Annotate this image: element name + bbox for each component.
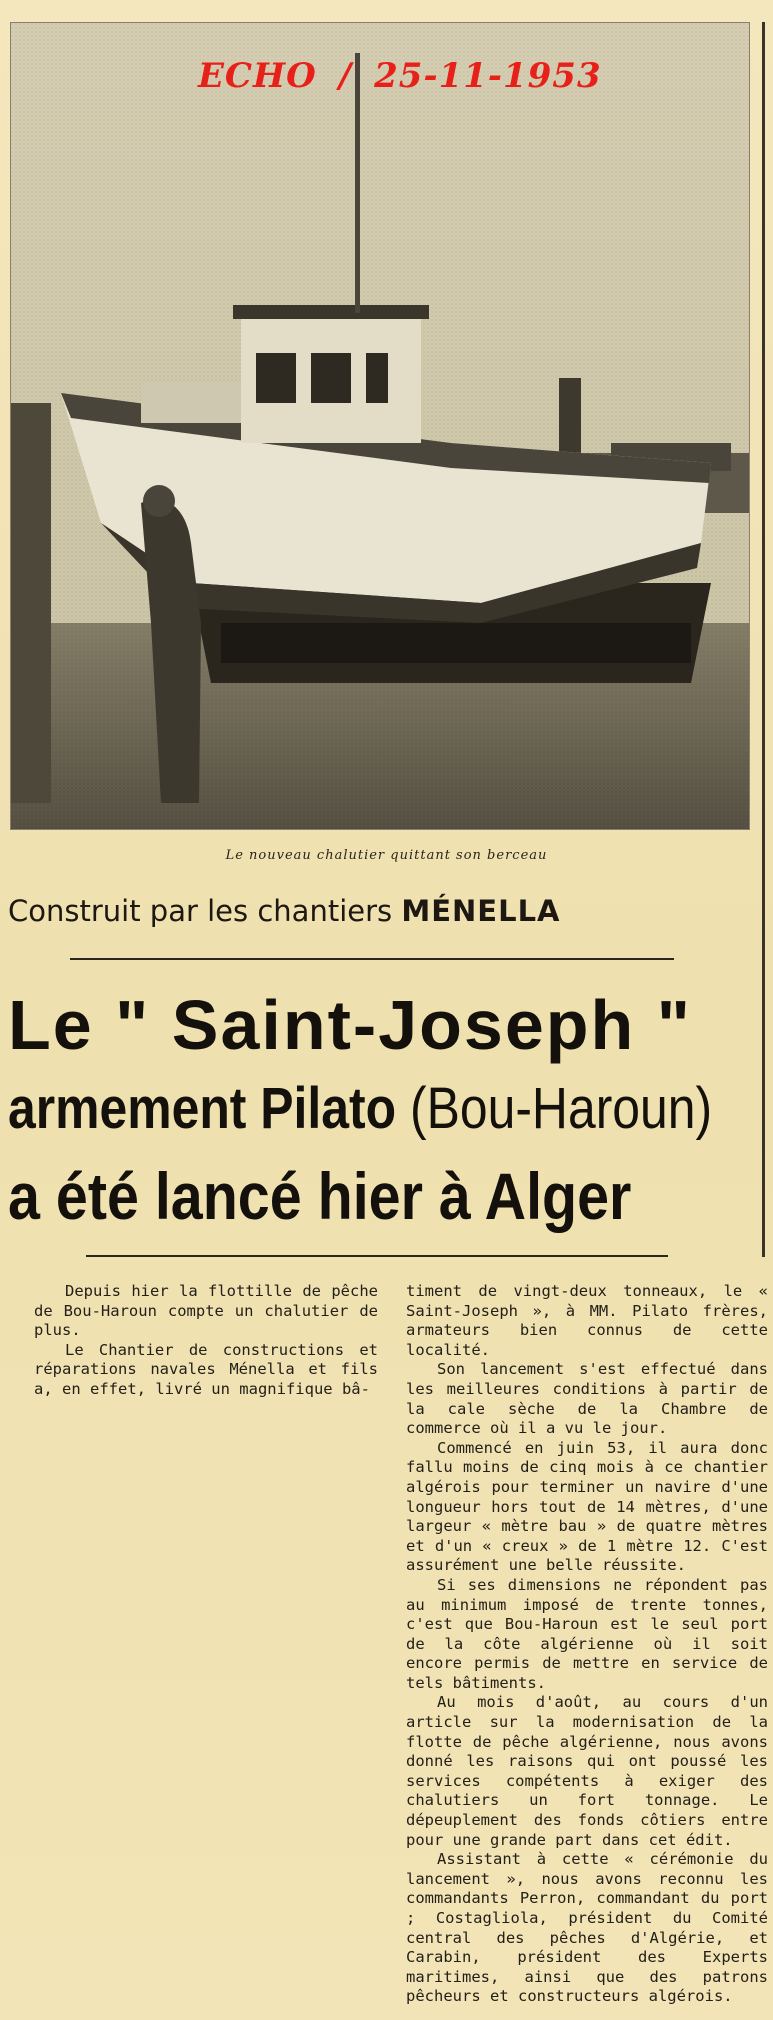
paragraph: Depuis hier la flottille de pêche de Bou-Haroun compte un chalutier de plus.: [34, 1282, 378, 1340]
divider-top: [70, 958, 674, 960]
article-column-right: [406, 1282, 768, 2007]
headline-line-3: a été lancé hier à Alger: [8, 1159, 632, 1233]
paragraph: timent de vingt-deux tonneaux, le « Saint-Joseph », à MM. Pilato frères, armateurs bien connus de cette localité.: [406, 1282, 768, 1359]
publication-name: ECHO: [198, 56, 317, 96]
paragraph: Son lancement s'est effectué dans les meilleures conditions à partir de la cale sèche de la Chambre de commerce où il a vu le jour.: [406, 1360, 768, 1438]
headline-line-2a: armement Pilato: [8, 1076, 397, 1141]
column-rule-right: [762, 22, 765, 1257]
paragraph: Assistant à cette « cérémonie du lancement », nous avons reconnu les commandants Perron, commandant du port ; Costagliola, président du Comité central des pêches d'Algérie, et Carabin, président des Experts maritimes, ainsi que des patrons pêcheurs et constructeurs algérois.: [406, 1850, 768, 2006]
publication-header: [198, 56, 602, 96]
paragraph: Commencé en juin 53, il aura donc fallu moins de cinq mois à ce chantier algérois pour terminer un navire d'une longueur hors tout de 14 mètres, d'une largeur « mètre bau » de quatre mètres et d'un « creux » de 1 mètre 12. C'est assurément une belle réussite.: [406, 1438, 768, 1575]
photo-caption: Le nouveau chalutier quittant son berceau: [225, 848, 548, 863]
publication-date: 25-11-1953: [374, 56, 602, 96]
header-separator: /: [338, 56, 353, 96]
headline-line-2b: (Bou-Haroun): [409, 1076, 713, 1141]
headline-line-1: Le " Saint-Joseph ": [8, 986, 692, 1064]
boat-photo: [10, 22, 750, 830]
paragraph: Si ses dimensions ne répondent pas au minimum imposé de trente tonnes, c'est que Bou-Haroun est le seul port de la côte algérienne où il soit encore permis de mettre en service de tels bâtiments.: [406, 1575, 768, 1692]
kicker-name: MÉNELLA: [401, 894, 561, 928]
paragraph: Le Chantier de constructions et réparations navales Ménella et fils a, en effet, livré un magnifique bâ-: [34, 1340, 378, 1398]
paragraph: Au mois d'août, au cours d'un article sur la modernisation de la flotte de pêche algérienne, nous avons donné les raisons qui ont poussé les services compétents à exiger des chalutiers un fort tonnage. Le dépeuplement des fonds côtiers entre pour une grande part dans cet édit.: [406, 1693, 768, 1849]
kicker-prefix: Construit par les chantiers: [8, 894, 393, 928]
divider-bottom: [86, 1255, 668, 1257]
trawler-illustration: [11, 23, 749, 829]
article-column-left: [34, 1282, 378, 1400]
headline-line-2: [8, 1076, 713, 1141]
kicker: [8, 894, 748, 928]
